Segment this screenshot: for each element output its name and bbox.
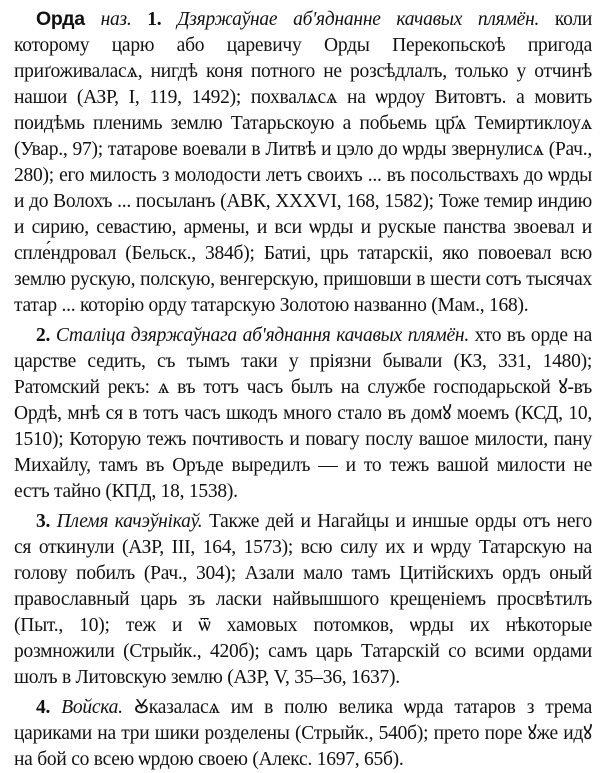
sense-number: 3. — [36, 511, 51, 532]
sense-4 — [14, 695, 592, 773]
sense-number: 2. — [36, 325, 51, 346]
sense-citations: коли которому царю або царевичу Орды Перекопьскоѣ пригода приґоживаласѧ, нигдѣ коня потного не розсѣдлалъ, только у отчинѣ нашои (АЗР, I, 119, 1492); похвалѧсѧ на ѡрдоу Витовтъ. а мовить поидѣмь пленимь землю Татарьскоую а побьемь цр҃ѧ Темиртиклоуѧ (Увар., 97); татарове воевали в Литвѣ и цэло до ѡрды звернулисѧ (Рач., 280); его милость з молодости летъ своихъ ... въ посольствахъ до ѡрды и до Волохъ ... посыланъ (АВК, XXXVI, 168, 1582); Тоже темир индию и сирию, севастию, армены, и вси ѡрды и рускые панства звоевал и спле́ндровал (Бельск., 384б); Батиі, црь татарскіі, яко повоевал всю землю рускую, полскую, венгерскую, пришовши в шести сотъ тысячах татар ... которію орду татарскую Золотою названно (Мам., 168). — [14, 9, 593, 316]
sense-citations: Также дей и Нагайцы и иншые орды отъ него ся откинули (АЗР, III, 164, 1573); всю силу их и ѡрду Татарскую на голову побилъ (Рач., 304); Азали мало тамъ Цитійскихъ ордъ оный православный царь зъ ласки найвышшого крещеніемъ просвѣтилъ (Пыт., 10); теж и ѿ хамовых потомков, ѡрды их нѣкоторые розмножили (Стрыйк., 420б); самъ царь Татарскій со всими ордами шолъ в Литовскую землю (АЗР, V, 35–36, 1637). — [14, 511, 593, 688]
sense-number: 1. — [147, 9, 162, 30]
sense-3 — [14, 509, 592, 691]
sense-definition: Племя качэўнікаў. — [56, 511, 203, 532]
grammar-label: наз. — [100, 9, 132, 30]
dictionary-entry — [14, 6, 592, 773]
sense-citations: хто въ орде на царстве седить, съ тымъ таки у пріязни бывали (КЗ, 331, 1480); Ратомский рекъ: ѧ въ тотъ часъ былъ на службе господарьской ꙋ-въ Ордѣ, мнѣ ся в тотъ часъ шкодъ много стало въ домꙋ моемъ (КСД, 10, 1510); Которую тежъ почтивость и повагу послу вашое милости, пану Михайлу, тамъ въ Оръде выредилъ — и то тежъ вашой милости не естъ тайно (КПД, 18, 1538). — [14, 325, 593, 502]
sense-definition: Войска. — [61, 697, 123, 718]
sense-citations: Ꙋказаласѧ им в полю велика ѡрда татаров з трема цариками на три шики розделены (Стрыйк., 540б); прето поре ꙋже идꙋ на бой со всею ѡрдою своею (Алекс. 1697, 65б). — [14, 697, 593, 770]
sense-definition: Дзяржаўнае аб'яднанне качавых плямён. — [177, 9, 540, 30]
sense-1 — [14, 6, 592, 319]
sense-definition: Сталіца дзяржаўнага аб'яднання качавых плямён. — [55, 325, 469, 346]
sense-2 — [14, 323, 592, 505]
sense-number: 4. — [36, 697, 51, 718]
headword: Орда — [36, 8, 85, 30]
